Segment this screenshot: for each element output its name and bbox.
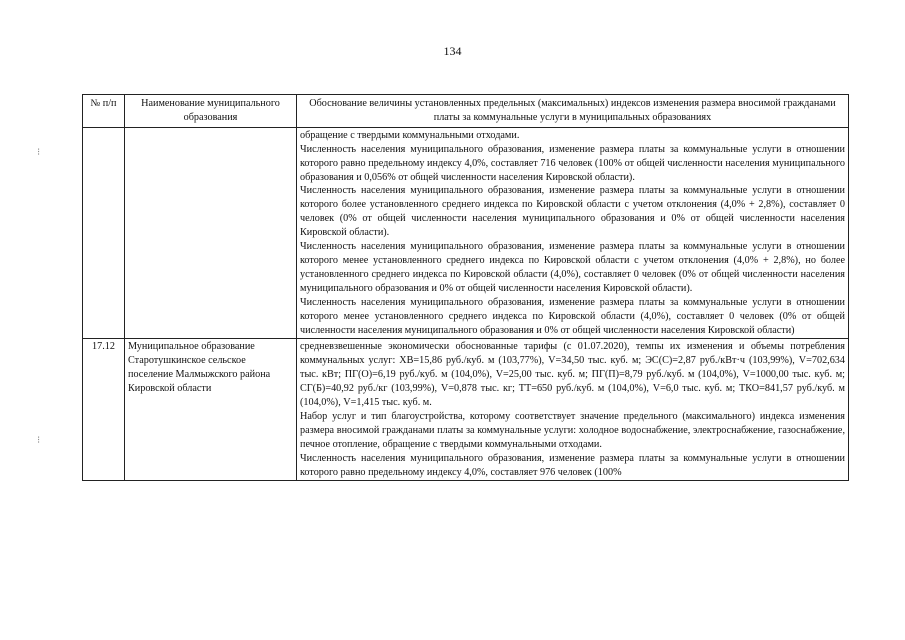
justification-paragraph: Численность населения муниципального образования, изменение размера платы за коммунальные услуги в отношении которого менее установленного среднего индекса по Кировской области (4,0%), составляет 0 человек (0% от общей численности населения муниципального образования и 0% от общей численности населения Кировской области)	[300, 296, 845, 336]
justification-paragraph: Численность населения муниципального образования, изменение размера платы за коммунальные услуги в отношении которого равно предельному индексу 4,0%, составляет 976 человек (100%	[300, 452, 845, 478]
justification-cell	[297, 127, 849, 339]
margin-tick-mark: ⁝	[37, 435, 41, 446]
justification-cell	[297, 339, 849, 481]
justification-paragraph: обращение с твердыми коммунальными отходами.	[300, 129, 520, 141]
justification-paragraph: средневзвешенные экономически обоснованные тарифы (с 01.07.2020), темпы их изменения и объемы потребления коммунальных услуг: ХВ=15,86 руб./куб. м (103,77%), V=34,50 тыс. куб. м; ЭС(С)=2,87 руб./кВт·ч (103,99%), V=702,634 тыс. кВт; ПГ(О)=6,19 руб./куб. м (104,0%), V=25,00 тыс. куб. м; ПГ(П)=8,79 руб./куб. м (104,0%), V=1000,00 тыс. куб. м; СГ(Б)=40,92 руб./кг (103,99%), V=0,878 тыс. кг; ТТ=650 руб./куб. м (104,0%), V=6,0 тыс. куб. м; ТКО=841,57 руб./куб. м (104,0%), V=1,415 тыс. куб. м.	[300, 341, 845, 409]
row-number-cell: 17.12	[83, 339, 125, 481]
justification-paragraph: Численность населения муниципального образования, изменение размера платы за коммунальные услуги в отношении которого равно предельному индексу 4,0%, составляет 716 человек (100% от общей численности населения муниципального образования и 0,056% от общей численности населения Кировской области).	[300, 143, 845, 183]
table-row-17-12	[83, 339, 849, 481]
table-row-continued	[83, 127, 849, 339]
margin-tick-mark: ⁝	[37, 147, 41, 158]
header-number: № п/п	[83, 95, 125, 128]
row-name-cell: Муниципальное образование Старотушкинское сельское поселение Малмыжского района Кировской области	[125, 339, 297, 481]
justification-paragraph: Численность населения муниципального образования, изменение размера платы за коммунальные услуги в отношении которого более установленного среднего индекса по Кировской области с учетом отклонения (4,0% + 2,8%), составляет 0 человек (0% от общей численности населения муниципального образования и 0% от общей численности населения Кировской области).	[300, 185, 845, 239]
justification-paragraph: Численность населения муниципального образования, изменение размера платы за коммунальные услуги в отношении которого менее установленного среднего индекса по Кировской области с учетом отклонения (4,0% + 2,8%), но более установленного среднего индекса по Кировской области (4,0%), составляет 0 человек (0% от общей численности населения муниципального образования и 0% от общей численности населения Кировской области).	[300, 241, 845, 294]
row-number-cell	[83, 127, 125, 339]
header-municipality-name: Наименование муниципального образования	[125, 95, 297, 128]
justification-paragraph: Набор услуг и тип благоустройства, которому соответствует значение предельного (максимального) индекса изменения размера вносимой гражданами платы за коммунальные услуги: холодное водоснабжение, электроснабжение, газоснабжение, печное отопление, обращение с твердыми коммунальными отходами.	[300, 410, 845, 450]
indices-table	[82, 94, 849, 481]
row-name-cell	[125, 127, 297, 339]
table-header-row	[83, 95, 849, 128]
page-number: 134	[443, 44, 462, 58]
header-justification: Обоснование величины установленных предельных (максимальных) индексов изменения размера вносимой гражданами платы за коммунальные услуги в муниципальных образованиях	[297, 95, 849, 128]
